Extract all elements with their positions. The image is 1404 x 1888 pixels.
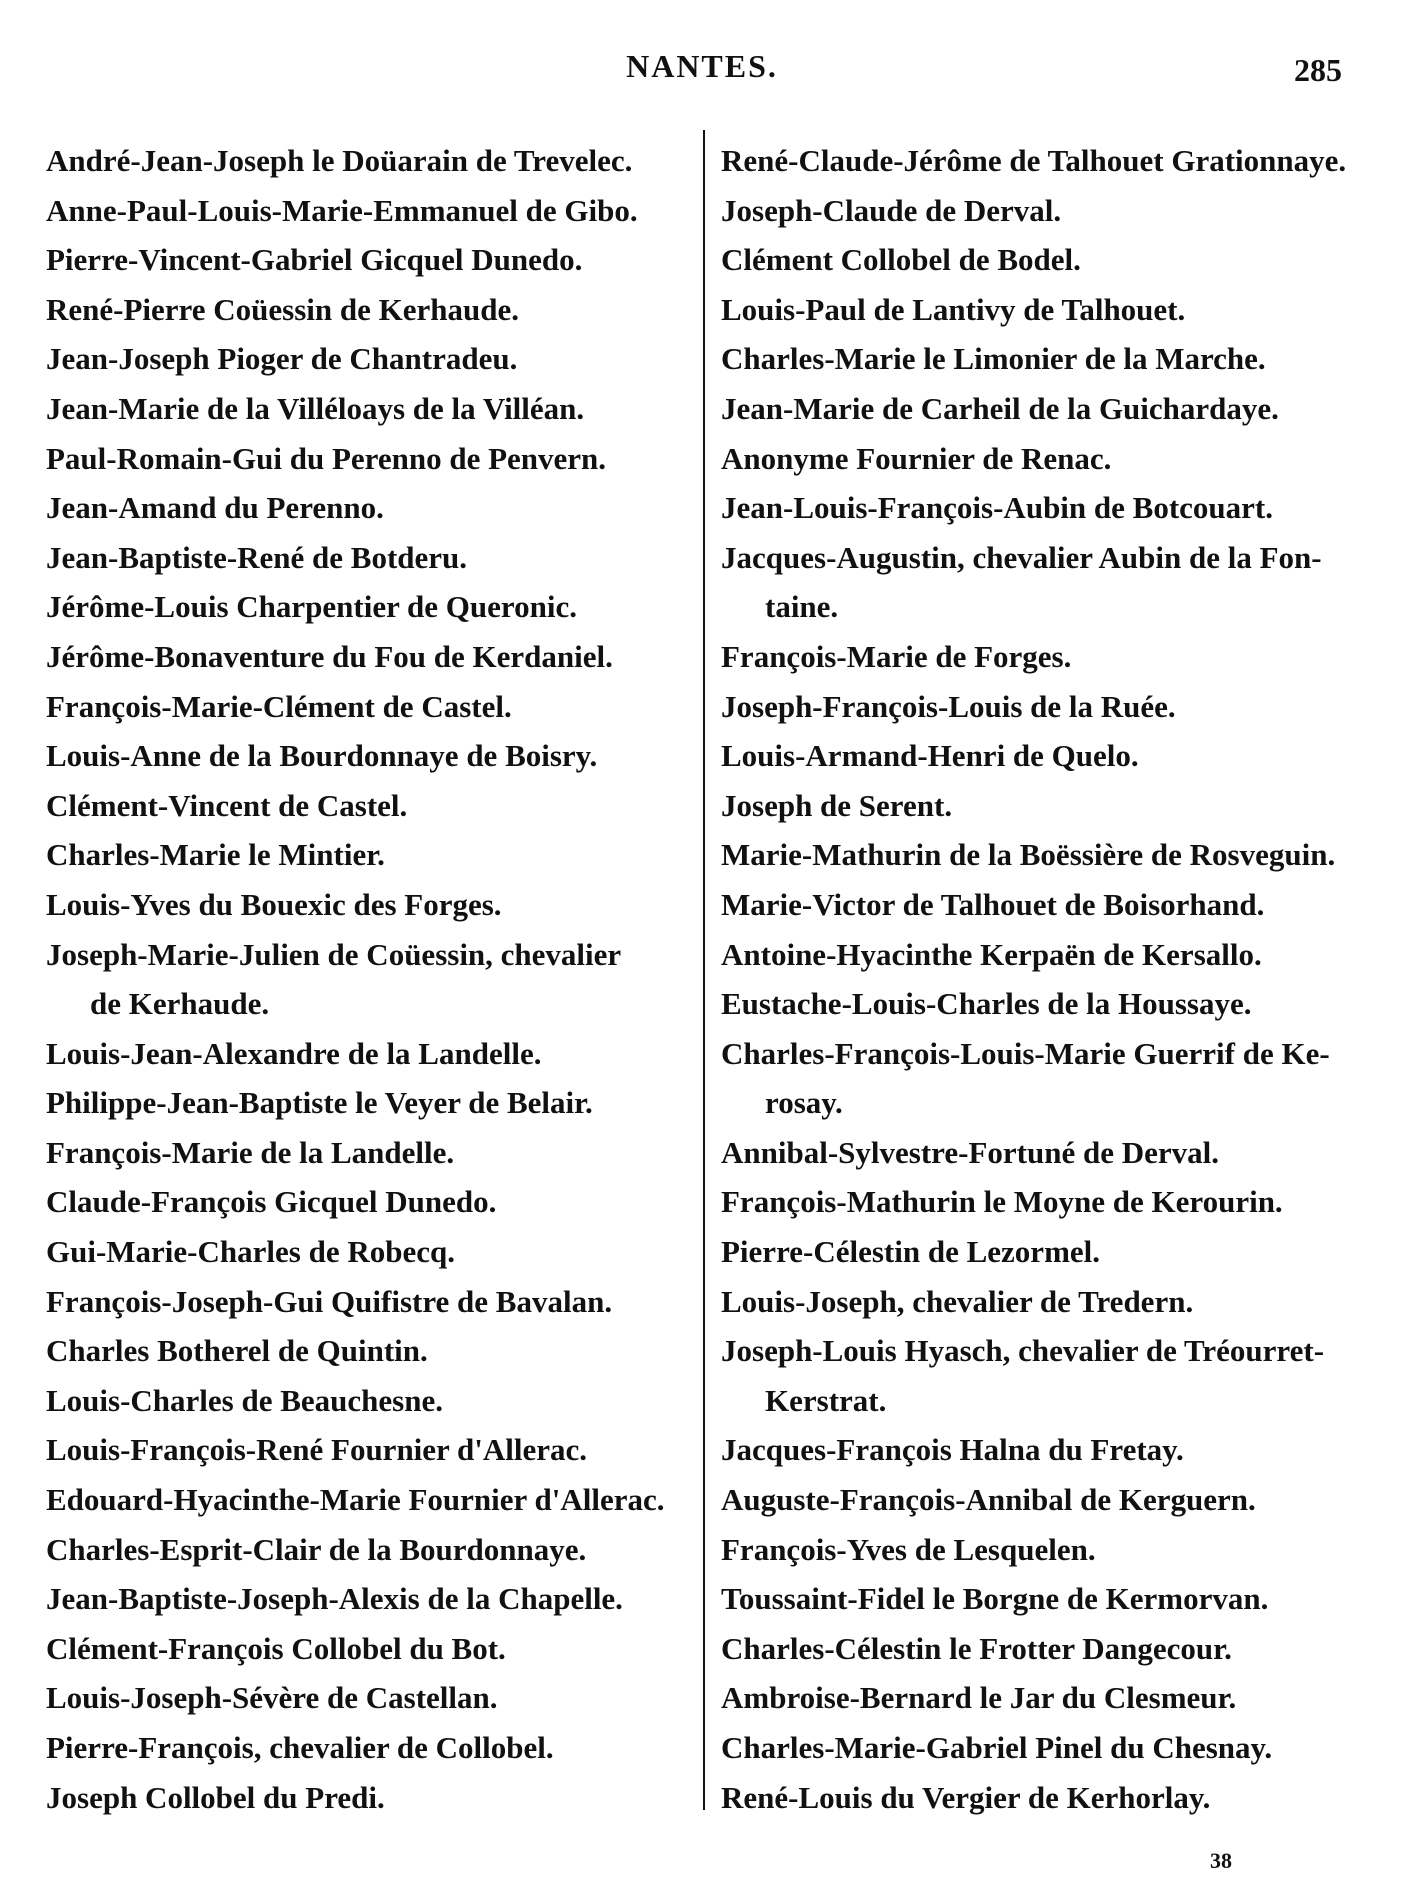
name-entry-continuation: de Kerhaude. [90, 986, 270, 1022]
name-entry-line: Jean-Marie de la Villéloays de la Villéan. [46, 390, 585, 426]
name-entry-line: Charles-Célestin le Frotter Dangecour. [721, 1630, 1232, 1666]
column-divider [703, 130, 705, 1810]
name-entry [46, 582, 690, 632]
name-entry [46, 1078, 690, 1128]
name-entry-line: Jean-Baptiste-René de Botderu. [46, 539, 468, 575]
name-entry-continuation: Kerstrat. [765, 1382, 887, 1418]
page-number: 285 [1294, 52, 1342, 88]
name-entry-line: Charles-François-Louis-Marie Guerrif de Ke- [721, 1035, 1330, 1071]
name-entry-line: Charles-Marie le Limonier de la Marche. [721, 341, 1266, 377]
name-entry-line: Anonyme Fournier de Renac. [721, 440, 1112, 476]
name-entry [46, 235, 690, 285]
name-entry-line: Toussaint-Fidel le Borgne de Kermorvan. [721, 1581, 1269, 1617]
name-entry-line: Jean-Baptiste-Joseph-Alexis de la Chapelle. [46, 1581, 623, 1617]
name-entry-line: Pierre-François, chevalier de Collobel. [46, 1730, 554, 1765]
name-entry [46, 1475, 690, 1525]
name-entry-line: Jérôme-Louis Charpentier de Queronic. [46, 589, 577, 625]
name-entry [721, 334, 1361, 384]
name-entry-line: François-Joseph-Gui Quifistre de Bavalan. [46, 1283, 613, 1319]
name-entry-line: Louis-Joseph-Sévère de Castellan. [46, 1680, 498, 1716]
name-entry-line: Charles-Marie le Mintier. [46, 837, 385, 873]
name-entry [721, 1227, 1361, 1277]
name-entry [46, 136, 690, 186]
name-entry-line: Jean-Marie de Carheil de la Guichardaye. [721, 390, 1279, 426]
name-entry-line: Marie-Mathurin de la Boëssière de Rosveguin. [721, 837, 1336, 873]
name-entry-line: Gui-Marie-Charles de Robecq. [46, 1234, 455, 1270]
name-entry-line: Jean-Louis-François-Aubin de Botcouart. [721, 490, 1273, 526]
name-entry-line: Louis-Jean-Alexandre de la Landelle. [46, 1035, 542, 1071]
name-entry [46, 1128, 690, 1178]
name-entry [721, 186, 1361, 236]
name-entry [721, 1177, 1361, 1227]
name-entry [46, 1525, 690, 1575]
name-entry-line: Joseph de Serent. [721, 787, 953, 823]
name-entry [46, 533, 690, 583]
name-entry [46, 1673, 690, 1723]
name-entry [721, 632, 1361, 682]
name-entry [721, 1723, 1361, 1773]
name-entry-line: Louis-Yves du Bouexic des Forges. [46, 886, 502, 922]
name-entry [46, 434, 690, 484]
name-entry-line: Ambroise-Bernard le Jar du Clesmeur. [721, 1680, 1237, 1716]
name-entry [721, 979, 1361, 1029]
name-entry [721, 1277, 1361, 1327]
name-entry [721, 533, 1361, 632]
name-entry [721, 1525, 1361, 1575]
name-entry [721, 285, 1361, 335]
name-entry [46, 384, 690, 434]
name-entry [46, 1425, 690, 1475]
name-entry [46, 1029, 690, 1079]
name-entry [721, 1425, 1361, 1475]
name-entry-line: Auguste-François-Annibal de Kerguern. [721, 1482, 1256, 1518]
name-entry-line: Joseph-Claude de Derval. [721, 192, 1062, 228]
name-entry [721, 1128, 1361, 1178]
right-column [721, 136, 1361, 1822]
name-entry [46, 1574, 690, 1624]
name-entry [721, 434, 1361, 484]
name-entry [46, 1624, 690, 1674]
name-entry [721, 1624, 1361, 1674]
name-entry-line: Louis-Joseph, chevalier de Tredern. [721, 1283, 1194, 1319]
name-entry [46, 186, 690, 236]
name-entry [46, 731, 690, 781]
name-entry [46, 632, 690, 682]
name-entry-continuation: rosay. [765, 1085, 843, 1121]
name-entry-line: Joseph-Marie-Julien de Coüessin, chevalier [46, 936, 622, 972]
name-entry [46, 1773, 690, 1823]
name-entry [721, 1574, 1361, 1624]
page-title: NANTES. [626, 48, 778, 84]
name-entry [721, 930, 1361, 980]
name-entry [46, 1723, 690, 1773]
name-entry [721, 1475, 1361, 1525]
name-entry-line: Jean-Joseph Pioger de Chantradeu. [46, 341, 518, 377]
name-entry-line: René-Claude-Jérôme de Talhouet Grationnaye. [721, 143, 1347, 178]
name-entry-line: André-Jean-Joseph le Doüarain de Trevelec. [46, 143, 633, 178]
name-entry-continuation: taine. [765, 589, 839, 625]
name-entry [721, 1673, 1361, 1723]
name-entry [46, 1277, 690, 1327]
name-entry-line: Louis-Paul de Lantivy de Talhouet. [721, 291, 1186, 327]
name-entry [721, 731, 1361, 781]
name-entry [46, 285, 690, 335]
name-entry [46, 880, 690, 930]
name-entry [721, 682, 1361, 732]
name-entry [721, 880, 1361, 930]
name-entry-line: Annibal-Sylvestre-Fortuné de Derval. [721, 1134, 1219, 1170]
name-entry-line: Louis-Anne de la Bourdonnaye de Boisry. [46, 738, 598, 774]
name-entry-line: Philippe-Jean-Baptiste le Veyer de Belair. [46, 1085, 593, 1121]
name-entry-line: François-Yves de Lesquelen. [721, 1531, 1096, 1567]
name-entry [721, 235, 1361, 285]
name-entry-line: Marie-Victor de Talhouet de Boisorhand. [721, 886, 1265, 922]
name-entry-line: Louis-Armand-Henri de Quelo. [721, 738, 1139, 774]
name-entry [46, 781, 690, 831]
name-entry-line: Louis-François-René Fournier d'Allerac. [46, 1432, 588, 1468]
name-entry-line: Pierre-Vincent-Gabriel Gicquel Dunedo. [46, 242, 583, 278]
name-entry-line: Charles-Marie-Gabriel Pinel du Chesnay. [721, 1730, 1273, 1765]
name-entry-line: Jérôme-Bonaventure du Fou de Kerdaniel. [46, 638, 613, 674]
name-entry-line: Joseph Collobel du Predi. [46, 1779, 385, 1815]
name-entry [46, 1227, 690, 1277]
name-entry [46, 1376, 690, 1426]
name-entry-line: Paul-Romain-Gui du Perenno de Penvern. [46, 440, 607, 476]
name-entry [721, 1029, 1361, 1128]
name-entry [46, 334, 690, 384]
name-entry [46, 682, 690, 732]
name-entry [721, 1326, 1361, 1425]
name-entry-line: Joseph-Louis Hyasch, chevalier de Tréourret- [721, 1333, 1325, 1369]
name-entry [721, 384, 1361, 434]
name-entry [46, 830, 690, 880]
name-entry [721, 136, 1361, 186]
name-entry [721, 830, 1361, 880]
name-entry-line: René-Louis du Vergier de Kerhorlay. [721, 1779, 1211, 1815]
name-entry-line: Joseph-François-Louis de la Ruée. [721, 688, 1176, 724]
name-entry [46, 483, 690, 533]
name-entry-line: Eustache-Louis-Charles de la Houssaye. [721, 986, 1252, 1022]
name-entry [721, 781, 1361, 831]
name-entry-line: Clément-Vincent de Castel. [46, 787, 408, 823]
name-entry-line: Charles-Esprit-Clair de la Bourdonnaye. [46, 1531, 587, 1567]
name-entry-line: Clément Collobel de Bodel. [721, 242, 1081, 278]
left-column [46, 136, 690, 1822]
name-entry-line: Charles Botherel de Quintin. [46, 1333, 428, 1369]
name-entry [721, 483, 1361, 533]
name-entry-line: Edouard-Hyacinthe-Marie Fournier d'Allerac. [46, 1482, 665, 1518]
name-entry-line: François-Mathurin le Moyne de Kerourin. [721, 1184, 1283, 1220]
name-entry-line: Antoine-Hyacinthe Kerpaën de Kersallo. [721, 936, 1262, 972]
name-entry-line: René-Pierre Coüessin de Kerhaude. [46, 291, 519, 327]
name-entry-line: Jacques-Augustin, chevalier Aubin de la Fon- [721, 539, 1322, 575]
name-entry [46, 1326, 690, 1376]
name-entry-line: Anne-Paul-Louis-Marie-Emmanuel de Gibo. [46, 192, 638, 228]
name-entry-line: François-Marie de Forges. [721, 638, 1072, 674]
name-entry-line: Louis-Charles de Beauchesne. [46, 1382, 443, 1418]
name-entry-line: François-Marie-Clément de Castel. [46, 688, 512, 724]
signature-mark: 38 [1210, 1848, 1232, 1873]
name-entry-line: Jacques-François Halna du Fretay. [721, 1432, 1184, 1468]
name-entry [46, 930, 690, 1029]
name-entry-line: Jean-Amand du Perenno. [46, 490, 384, 526]
name-entry [721, 1773, 1361, 1823]
name-entry-line: François-Marie de la Landelle. [46, 1134, 455, 1170]
name-entry-line: Clément-François Collobel du Bot. [46, 1630, 506, 1666]
name-entry [46, 1177, 690, 1227]
name-entry-line: Claude-François Gicquel Dunedo. [46, 1184, 497, 1220]
name-entry-line: Pierre-Célestin de Lezormel. [721, 1234, 1101, 1270]
